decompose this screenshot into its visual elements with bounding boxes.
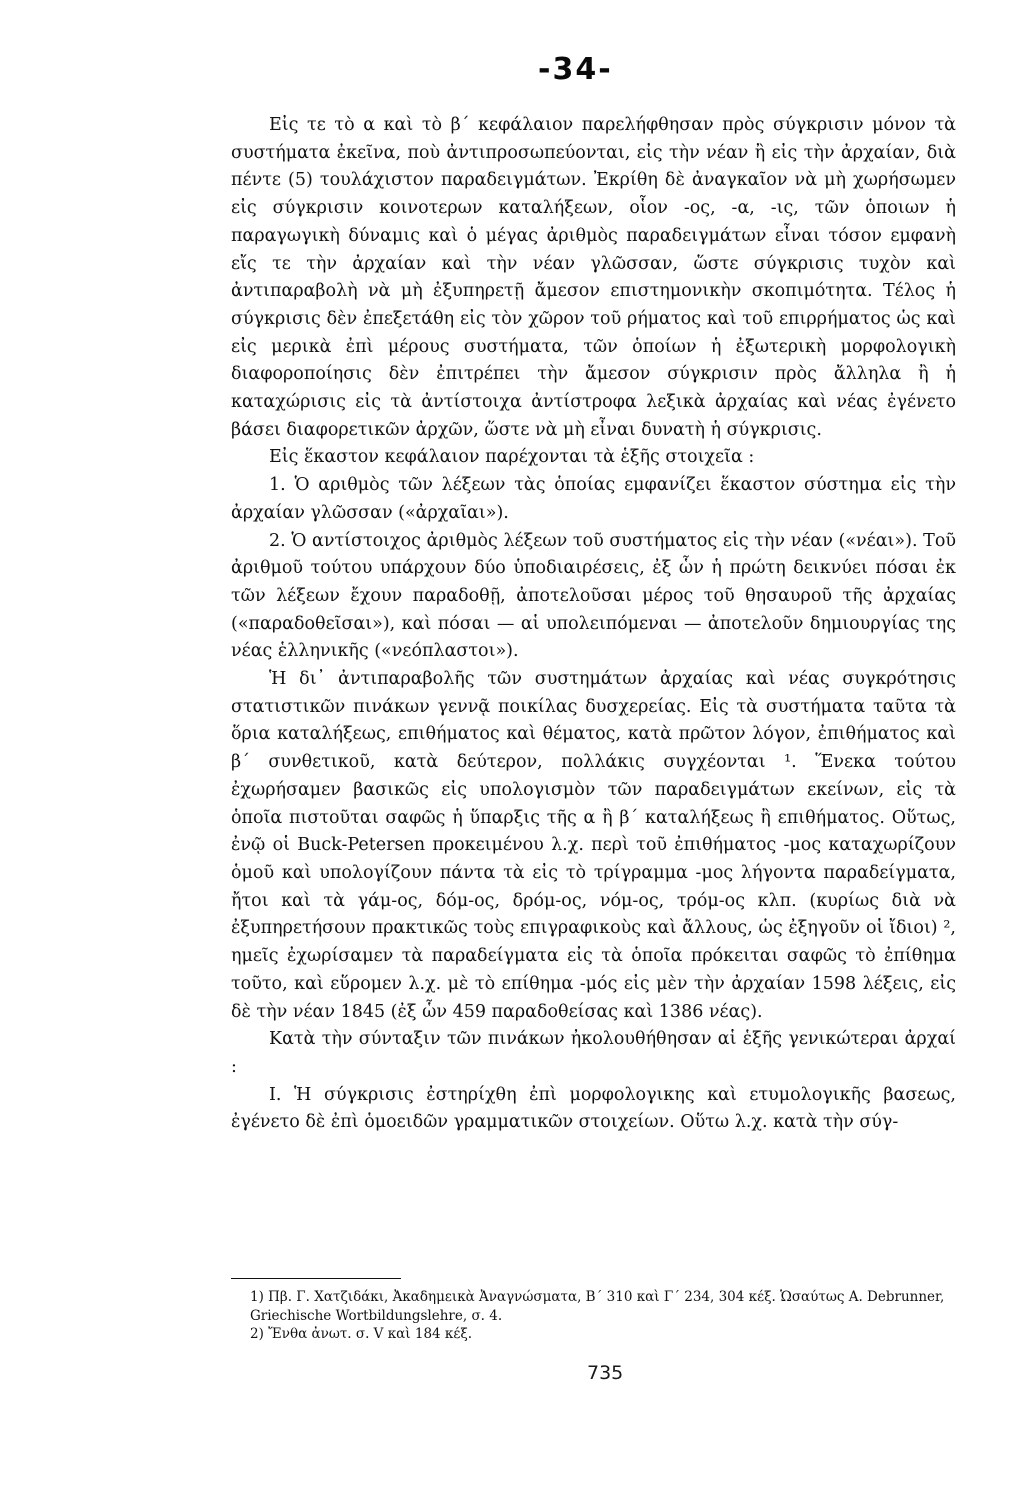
- list-item-modern-count: 2. Ὁ αντίστοιχος ἀριθμὸς λέξεων τοῦ συστήματος εἰς τὴν νέαν («νέαι»). Τοῦ ἀριθμοῦ τούτου υπάρχουν δύο ὑποδιαιρέσεις, ἐξ ὧν ἡ πρώτη δεικνύει πόσαι ἐκ τῶν λέξεων ἔχουν παραδοθῇ, ἀποτελοῦσαι μέρος τοῦ θησαυροῦ τῆς ἀρχαίας («παραδοθεῖσαι»), καὶ πόσαι — αἱ υπολειπόμεναι — ἀποτελοῦν δημιουργίας της νέας ἑλληνικῆς («νεόπλαστοι»).: [231, 530, 956, 662]
- paragraph-elements-heading: Εἰς ἕκαστον κεφάλαιον παρέχονται τὰ ἑξῆς στοιχεῖα :: [269, 447, 755, 468]
- handwritten-page-number: -34-: [538, 52, 613, 87]
- footnote-2: 2) Ἔνθα ἀνωτ. σ. V καὶ 184 κέξ.: [250, 1326, 473, 1342]
- page-body: [231, 112, 956, 1137]
- paragraph-principles: Κατὰ τὴν σύνταξιν τῶν πινάκων ἠκολουθήθησαν αἱ ἑξῆς γενικώτεραι ἀρχαί :: [231, 1029, 956, 1077]
- paragraph-difficulties: Ἡ δι᾽ ἀντιπαραβολῆς τῶν συστημάτων ἀρχαίας καὶ νέας συγκρότησις στατιστικῶν πινάκων γεννᾷ ποικίλας δυσχερείας. Εἰς τὰ συστήματα ταῦτα τὰ ὅρια καταλήξεως, επιθήματος καὶ θέματος, κατὰ πρῶτον λόγον, ἐπιθήματος καὶ β΄ συνθετικοῦ, κατὰ δεύτερον, πολλάκις συγχέονται ¹. Ἕνεκα τούτου ἐχωρήσαμεν βασικῶς εἰς υπολογισμὸν τῶν παραδειγμάτων εκείνων, εἰς τὰ ὁποῖα πιστοῦται σαφῶς ἡ ὕπαρξις τῆς α ἢ β΄ καταλήξεως ἢ επιθήματος. Οὕτως, ἐνῷ οἱ Buck-Petersen προκειμένου λ.χ. περὶ τοῦ ἐπιθήματος -μος καταχωρίζουν ὁμοῦ καὶ υπολογίζουν πάντα τὰ εἰς τὸ τρίγραμμα -μος λήγοντα παραδείγματα, ἤτοι καὶ τὰ γάμ-ος, δόμ-ος, δρόμ-ος, νόμ-ος, τρόμ-ος κλπ. (κυρίως διὰ νὰ ἐξυπηρετήσουν πρακτικῶς τοὺς επιγραφικοὺς καὶ ἄλλους, ὡς ἐξηγοῦν οἱ ἴδιοι) ², ημεῖς ἐχωρίσαμεν τὰ παραδείγματα εἰς τὰ ὁποῖα πρόκειται σαφῶς τὸ ἐπίθημα τοῦτο, καὶ εὕρομεν λ.χ. μὲ τὸ επίθημα -μός εἰς μὲν τὴν ἀρχαίαν 1598 λέξεις, εἰς δὲ τὴν νέαν 1845 (ἐξ ὧν 459 παραδοθείσας καὶ 1386 νέας).: [231, 669, 956, 1022]
- principle-item-1: Ι. Ἡ σύγκρισις ἐστηρίχθη ἐπὶ μορφολογικης καὶ ετυμολογικῆς βασεως, ἐγένετο δὲ ἐπὶ ὁμοειδῶν γραμματικῶν στοιχείων. Οὕτω λ.χ. κατὰ τὴν σύγ-: [231, 1084, 956, 1133]
- footnotes: [250, 1288, 990, 1344]
- paragraph-intro: Εἰς τε τὸ α καὶ τὸ β΄ κεφάλαιον παρελήφθησαν πρὸς σύγκρισιν μόνον τὰ συστήματα ἐκεῖνα, ποὺ ἀντιπροσωπεύονται, εἰς τὴν νέαν ἢ εἰς τὴν ἀρχαίαν, διὰ πέντε (5) τουλάχιστον παραδειγμάτων. Ἐκρίθη δὲ ἀναγκαῖον νὰ μὴ χωρήσωμεν εἰς σύγκρισιν κοινοτερων καταλήξεων, οἷον -ος, -α, -ις, τῶν ὁποιων ἡ παραγωγικὴ δύναμις καὶ ὁ μέγας ἀριθμὸς παραδειγμάτων εἶναι τόσον εμφανὴ εἴς τε τὴν ἀρχαίαν καὶ τὴν νέαν γλῶσσαν, ὥστε σύγκρισις τυχὸν καὶ ἀντιπαραβολὴ νὰ μὴ ἐξυπηρετῇ ἄμεσον επιστημονικὴν σκοπιμότητα. Τέλος ἡ σύγκρισις δὲν ἐπεξετάθη εἰς τὸν χῶρον τοῦ ρήματος καὶ τοῦ επιρρήματος ὡς καὶ εἰς μερικὰ ἐπὶ μέρους συστήματα, τῶν ὁποίων ἡ ἐξωτερικὴ μορφολογικὴ διαφοροποίησις δὲν ἐπιτρέπει τὴν ἄμεσον σύγκρισιν πρὸς ἄλληλα ἢ ἡ καταχώρισις εἰς τὰ ἀντίστοιχα ἀντίστροφα λεξικὰ ἀρχαίας καὶ νέας ἐγένετο βάσει διαφορετικῶν ἀρχῶν, ὥστε νὰ μὴ εἶναι δυνατὴ ἡ σύγκρισις.: [231, 115, 956, 440]
- printed-page-number: 735: [587, 1362, 624, 1384]
- footnote-divider: [231, 1278, 401, 1279]
- list-item-ancient-count: 1. Ὁ αριθμὸς τῶν λέξεων τὰς ὁποίας εμφανίζει ἕκαστον σύστημα εἰς τὴν ἀρχαίαν γλῶσσαν («ἀρχαῖαι»).: [231, 475, 956, 523]
- body-text: [231, 112, 956, 1137]
- footnote-1: 1) Πβ. Γ. Χατζιδάκι, Ἀκαδημεικὰ Ἀναγνώσματα, Β΄ 310 καὶ Γ΄ 234, 304 κέξ. Ὡσαύτως A. Debrunner, Griechische Wortbildungslehre, σ. 4.: [250, 1289, 945, 1324]
